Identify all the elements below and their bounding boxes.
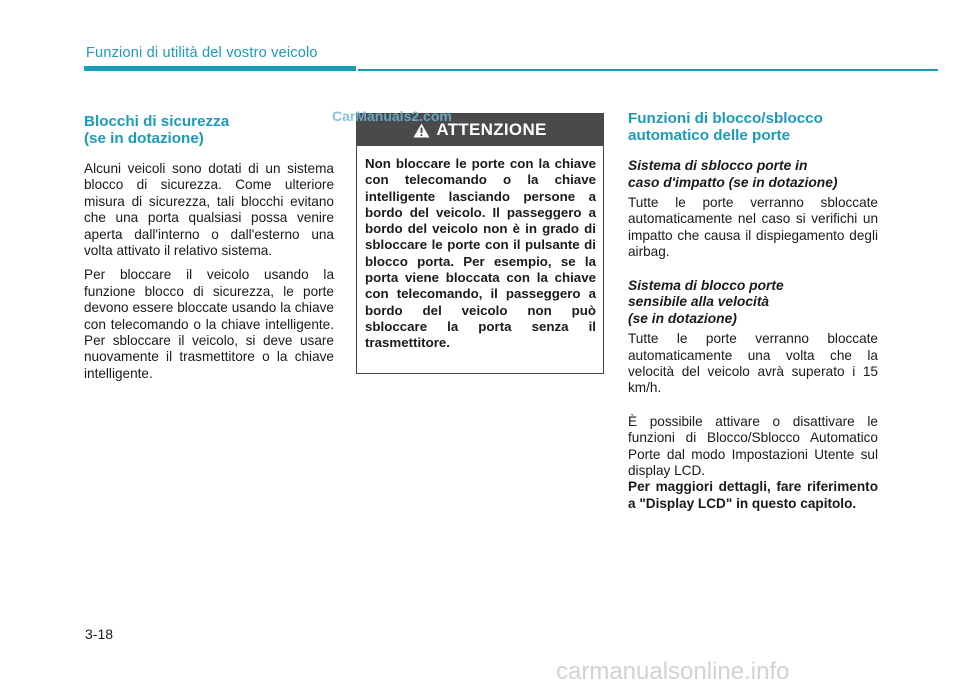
right-paragraph-1: Tutte le porte verranno sbloccate automaticamente nel caso si verifichi un impatto che causa il dispiegamento degli airbag. [628,195,878,260]
warning-box [356,113,604,374]
right-heading-line1: Funzioni di blocco/sblocco [628,110,823,127]
subheading-speed-line3: (se in dotazione) [628,310,737,326]
warning-triangle-icon [413,123,430,138]
left-heading [84,114,334,147]
left-heading-line2: (se in dotazione) [84,129,204,147]
subheading-speed-lock [628,278,878,328]
subheading-impact-unlock [628,158,878,191]
right-column [628,111,878,512]
subheading-impact-line1: Sistema di sblocco porte in [628,158,808,173]
right-paragraph-2: Tutte le porte verranno bloccate automaticamente una volta che la velocità del veicolo avrà superato i 15 km/h. [628,331,878,396]
section-title: Funzioni di utilità del vostro veicolo [86,45,318,61]
left-paragraph-1: Alcuni veicoli sono dotati di un sistema blocco di sicurezza. Come ulteriore misura di sicurezza, tali blocchi evitano che una porta qualsiasi possa venire aperta dall'interno o dall'esterno una volta attivato il relativo sistema. [84,161,334,259]
left-paragraph-2: Per bloccare il veicolo usando la funzione blocco di sicurezza, le porte devono essere bloccate usando la chiave con telecomando o la chiave intelligente. Per sbloccare il veicolo, si deve usare nuovamente il trasmettitore o la chiave intelligente. [84,267,334,381]
watermark-top: CarManuals2.com [332,108,452,124]
subheading-speed-line2: sensibile alla velocità [628,294,770,310]
left-column [84,114,334,382]
warning-text: Non bloccare le porte con la chiave con telecomando o la chiave intelligente lasciando persone a bordo del veicolo. Il passeggero a bordo del veicolo non è in grado di sbloccare le porte con il pulsante di blocco porta. Per esempio, se la porta viene bloccata con la chiave con telecomando, il passeggero a bordo del veicolo non può sbloccare la porta senza il trasmettitore. [365,156,596,351]
watermark-bottom: carmanualsonline.info [556,658,790,685]
right-paragraph-3-bold: Per maggiori dettagli, fare riferimento a "Display LCD" in questo capitolo. [628,479,878,511]
subheading-impact-line2: caso d'impatto (se in dotazione) [628,174,838,190]
subheading-speed-line1: Sistema di blocco porte [628,277,784,293]
left-heading-line1: Blocchi di sicurezza [84,113,230,130]
warning-label: ATTENZIONE [436,120,547,139]
right-heading-line2: automatico delle porte [628,126,791,144]
right-heading [628,111,878,144]
header-rule-thick [84,66,356,71]
right-paragraph-3: È possibile attivare o disattivare le funzioni di Blocco/Sblocco Automatico Porte dal modo Impostazioni Utente sul display LCD. [628,413,878,478]
page-number: 3-18 [85,626,114,642]
header-rule-thin [358,69,938,71]
